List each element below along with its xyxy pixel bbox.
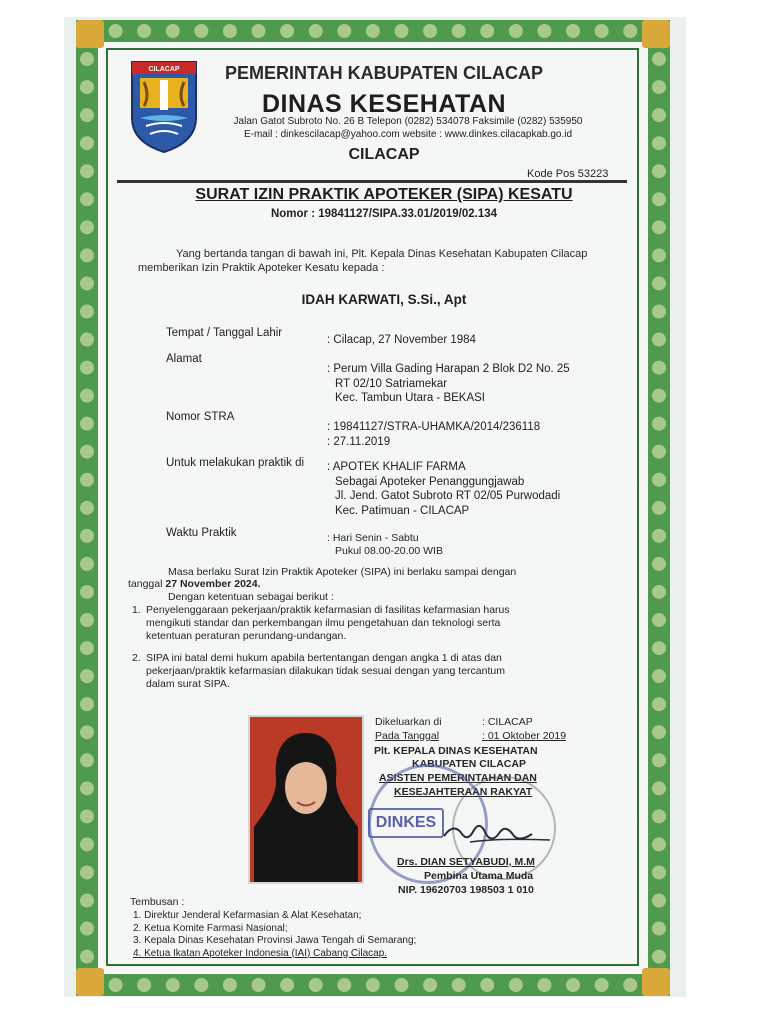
address-value: : Perum Villa Gading Harapan 2 Blok D2 No. 25 RT 02/10 Satriamekar Kec. Tambun Utara - BEKASI	[327, 363, 570, 404]
hours-value: : Hari Senin - Sabtu Pukul 08.00-20.00 WIB	[327, 532, 443, 557]
stra-date: 27.11.2019	[333, 435, 391, 448]
signatory-rank: Pembina Utama Muda	[424, 870, 534, 882]
cc-list	[133, 910, 416, 960]
cc-item: 2. Ketua Komite Farmasi Nasional;	[133, 922, 288, 934]
condition-number: 1.	[132, 604, 141, 616]
border-corner-top-left	[76, 20, 104, 48]
birth-value-text: Cilacap, 27 November 1984	[333, 334, 476, 346]
document-title: SURAT IZIN PRAKTIK APOTEKER (SIPA) KESATU	[195, 186, 573, 203]
hours-time: Pukul 08.00-20.00 WIB	[335, 545, 443, 557]
stra-value: : 19841127/STRA-UHAMKA/2014/236118 : 27.11.2019	[327, 421, 541, 448]
city-heading: CILACAP	[348, 146, 420, 163]
issued-at-label: Dikeluarkan di	[375, 716, 442, 728]
document-number: Nomor : 19841127/SIPA.33.01/2019/02.134	[270, 208, 498, 220]
cc-item: 1. Direktur Jenderal Kefarmasian & Alat Kesehatan;	[133, 910, 362, 921]
hours-days: Hari Senin - Sabtu	[332, 532, 419, 544]
signatory-name: Drs. DIAN SETYABUDI, M.M	[397, 856, 535, 868]
person-photo-icon	[250, 717, 362, 882]
practice-pharmacy: APOTEK KHALIF FARMA	[332, 461, 466, 473]
address-line-2: RT 02/10 Satriamekar	[335, 377, 448, 390]
validity-statement: Masa berlaku Surat Izin Praktik Apoteker (SIPA) ini berlaku sampai dengan	[168, 566, 517, 578]
condition-1-line-2: mengikuti standar dan perkembangan ilmu pengetahuan dan teknologi serta	[146, 617, 501, 629]
agency-contact: E-mail : dinkescilacap@yahoo.com website : www.dinkes.cilacapkab.go.id	[243, 129, 573, 140]
address-line-1: Perum Villa Gading Harapan 2 Blok D2 No. 25	[333, 363, 570, 375]
official-title-3: ASISTEN PEMERINTAHAN DAN	[379, 772, 537, 784]
official-title-4: KESEJAHTERAAN RAKYAT	[394, 786, 533, 798]
condition-2-line-2: pekerjaan/praktik kefarmasian dilakukan tidak sesuai dengan yang tercantum	[146, 665, 505, 677]
stra-label: Nomor STRA	[166, 411, 235, 423]
condition-1-line-1: Penyelenggaraan pekerjaan/praktik kefarmasian di fasilitas kefarmasian harus	[146, 604, 510, 616]
condition-item	[132, 604, 602, 643]
agency-heading: DINAS KESEHATAN	[261, 90, 507, 118]
border-corner-top-right	[642, 20, 670, 48]
stamp-text: DINKES	[368, 808, 444, 838]
emblem-label: CILACAP	[148, 66, 180, 73]
condition-2-line-1: SIPA ini batal demi hukum apabila bertentangan dengan angka 1 di atas dan	[146, 652, 502, 664]
cc-item: 4. Ketua Ikatan Apoteker Indonesia (IAI) Cabang Cilacap.	[133, 947, 388, 959]
validity-date-line	[128, 578, 261, 591]
practice-value: : APOTEK KHALIF FARMA Sebagai Apoteker Penanggungjawab Jl. Jend. Gatot Subroto RT 02/05 Purwodadi Kec. Patimuan - CILACAP	[327, 461, 561, 517]
condition-2-line-3: dalam surat SIPA.	[146, 678, 230, 690]
practice-label: Untuk melakukan praktik di	[166, 457, 305, 469]
issued-at-value: : CILACAP	[482, 716, 533, 728]
practice-role: Sebagai Apoteker Penanggungjawab	[335, 475, 525, 488]
stra-number: 19841127/STRA-UHAMKA/2014/236118	[333, 421, 541, 433]
government-heading: PEMERINTAH KABUPATEN CILACAP	[225, 63, 543, 83]
conditions-heading: Dengan ketentuan sebagai berikut :	[168, 591, 334, 603]
signature-icon	[440, 812, 560, 852]
agency-address: Jalan Gatot Subroto No. 26 B Telepon (0282) 534078 Faksimile (0282) 535950	[233, 116, 583, 127]
address-label: Alamat	[166, 353, 202, 365]
issue-date-value: : 01 Oktober 2019	[482, 730, 567, 742]
holder-name: IDAH KARWATI, S.Si., Apt	[301, 292, 467, 307]
condition-number: 2.	[132, 652, 141, 664]
validity-prefix: tanggal	[128, 578, 163, 590]
condition-item	[132, 652, 602, 691]
practice-district: Kec. Patimuan - CILACAP	[335, 504, 470, 517]
border-corner-bottom-left	[76, 968, 104, 996]
intro-paragraph: Yang bertanda tangan di bawah ini, Plt. Kepala Dinas Kesehatan Kabupaten Cilacap memberikan Izin Praktik Apoteker Kesatu kepada :	[138, 248, 588, 274]
practice-street: Jl. Jend. Gatot Subroto RT 02/05 Purwodadi	[335, 490, 561, 502]
official-title-1: Plt. KEPALA DINAS KESEHATAN	[374, 745, 538, 757]
cc-item: 3. Kepala Dinas Kesehatan Provinsi Jawa Tengah di Semarang;	[133, 935, 417, 946]
official-title-2: KABUPATEN CILACAP	[412, 758, 526, 770]
birth-value: : Cilacap, 27 November 1984	[327, 334, 476, 346]
cc-heading: Tembusan :	[130, 896, 185, 908]
validity-date: 27 November 2024.	[165, 578, 261, 590]
birth-label: Tempat / Tanggal Lahir	[166, 327, 283, 339]
holder-photo	[248, 715, 364, 884]
issue-date-label: Pada Tanggal	[375, 730, 440, 742]
border-corner-bottom-right	[642, 968, 670, 996]
header-divider	[117, 180, 627, 183]
address-line-3: Kec. Tambun Utara - BEKASI	[335, 392, 485, 404]
postal-code: Kode Pos 53223	[527, 168, 609, 180]
condition-1-line-3: ketentuan peraturan perundang-undangan.	[146, 630, 347, 642]
signatory-nip: NIP. 19620703 198503 1 010	[398, 884, 534, 896]
hours-label: Waktu Praktik	[166, 527, 237, 539]
